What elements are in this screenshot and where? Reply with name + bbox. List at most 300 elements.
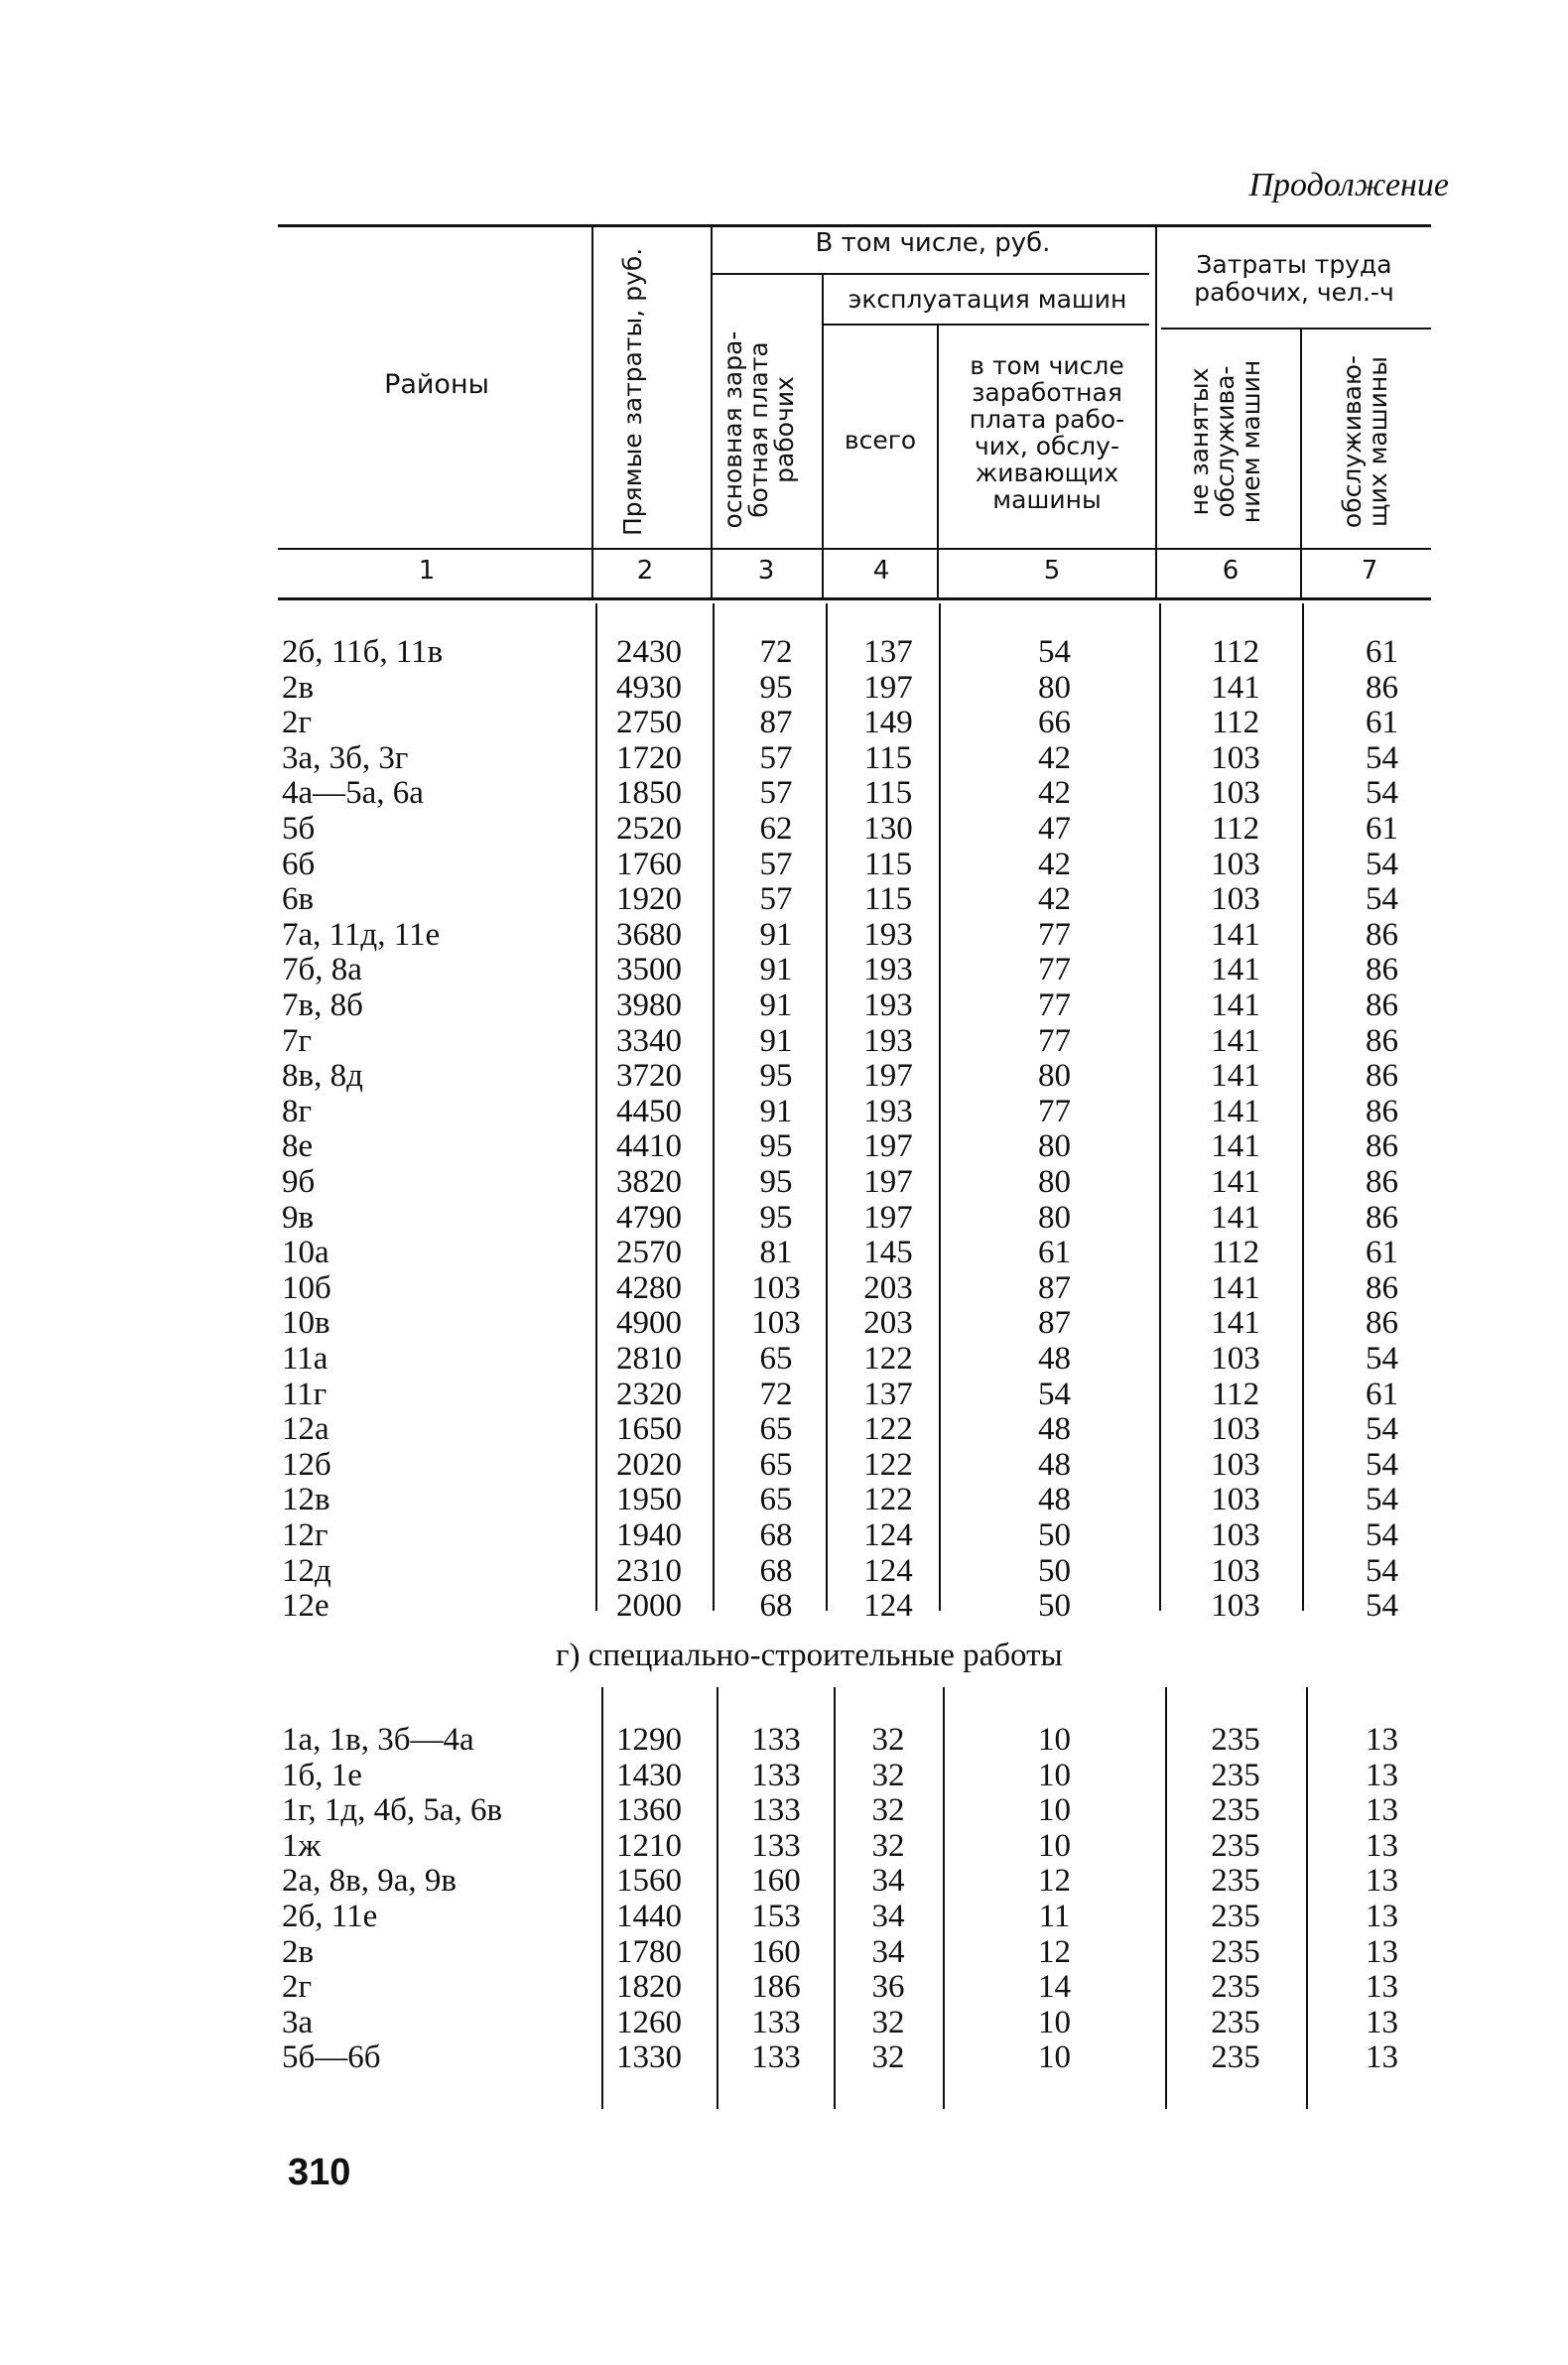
- cell-value: 10: [1038, 2004, 1071, 2040]
- cell-district: 6в: [282, 881, 315, 918]
- table-row: [0, 1024, 1568, 1060]
- cell-value: 193: [863, 952, 913, 988]
- cell-district: 4а—5а, 6а: [282, 775, 424, 812]
- cell-value: 91: [759, 1093, 793, 1129]
- subheader-rule-2: [822, 324, 1149, 326]
- cell-value: 141: [1211, 916, 1260, 953]
- cell-district: 8г: [282, 1093, 313, 1129]
- cell-value: 193: [863, 1093, 913, 1129]
- cell-district: 7б, 8а: [282, 952, 362, 988]
- table-row: [0, 706, 1568, 741]
- cell-value: 86: [1366, 1164, 1398, 1200]
- cell-value: 193: [863, 987, 913, 1023]
- cell-value: 141: [1211, 987, 1260, 1023]
- cell-value: 2810: [616, 1341, 682, 1377]
- cell-value: 48: [1038, 1411, 1071, 1448]
- cell-value: 66: [1038, 705, 1071, 741]
- cell-value: 235: [1211, 1827, 1260, 1864]
- cell-value: 2570: [616, 1235, 682, 1271]
- cell-district: 2в: [282, 669, 315, 706]
- cell-value: 1760: [616, 846, 682, 882]
- cell-value: 2000: [616, 1588, 682, 1625]
- cell-value: 197: [863, 1199, 913, 1236]
- cell-value: 50: [1038, 1552, 1071, 1589]
- table-row: [0, 1518, 1568, 1554]
- cell-value: 72: [759, 1376, 793, 1412]
- cell-value: 3500: [616, 952, 682, 988]
- table-row: [0, 848, 1568, 883]
- cell-value: 141: [1211, 1022, 1260, 1059]
- cell-value: 65: [759, 1482, 793, 1518]
- cell-value: 68: [759, 1552, 793, 1589]
- cell-value: 124: [863, 1552, 913, 1589]
- cell-district: 12в: [282, 1482, 330, 1518]
- cell-value: 42: [1038, 881, 1071, 918]
- cell-value: 4410: [616, 1128, 682, 1165]
- cell-district: 11а: [282, 1341, 328, 1377]
- header-ekspluataciya: эксплуатация машин: [848, 285, 1127, 314]
- cell-value: 141: [1211, 1093, 1260, 1129]
- cell-value: 103: [1211, 846, 1260, 882]
- col-number-5: 5: [1043, 556, 1061, 586]
- cell-value: 1780: [616, 1933, 682, 1970]
- cell-value: 11: [1038, 1899, 1071, 1934]
- cell-value: 133: [751, 2039, 801, 2076]
- cell-district: 5б—6б: [282, 2039, 381, 2076]
- table-row: [0, 1201, 1568, 1237]
- cell-value: 133: [751, 1792, 801, 1829]
- cell-value: 32: [871, 2039, 905, 2076]
- cell-value: 34: [871, 1863, 905, 1900]
- cell-district: 1г, 1д, 4б, 5а, 6в: [282, 1792, 503, 1829]
- cell-value: 80: [1038, 1199, 1071, 1236]
- cell-value: 32: [871, 2004, 905, 2040]
- table-row: [0, 1864, 1568, 1900]
- cell-value: 34: [871, 1933, 905, 1970]
- cell-value: 203: [863, 1269, 913, 1306]
- cell-value: 77: [1038, 952, 1071, 988]
- cell-value: 115: [863, 775, 913, 812]
- cell-value: 10: [1038, 1827, 1071, 1864]
- cell-value: 95: [759, 669, 793, 706]
- cell-district: 1а, 1в, 3б—4а: [282, 1722, 474, 1758]
- cell-value: 57: [759, 881, 793, 918]
- cell-value: 193: [863, 1022, 913, 1059]
- cell-value: 4280: [616, 1269, 682, 1306]
- cell-value: 65: [759, 1341, 793, 1377]
- table-row: [0, 1095, 1568, 1130]
- cell-value: 48: [1038, 1482, 1071, 1518]
- cell-district: 8е: [282, 1128, 314, 1165]
- cell-value: 42: [1038, 739, 1071, 776]
- cell-value: 54: [1366, 1341, 1398, 1377]
- header-rayony: Районы: [384, 369, 489, 400]
- cell-value: 80: [1038, 1128, 1071, 1165]
- cell-value: 1260: [616, 2004, 682, 2040]
- cell-district: 5б: [282, 811, 316, 847]
- cell-value: 81: [759, 1235, 793, 1271]
- cell-value: 112: [1211, 811, 1260, 847]
- cell-district: 1ж: [282, 1827, 322, 1864]
- cell-district: 12а: [282, 1411, 329, 1448]
- cell-value: 13: [1366, 1792, 1398, 1829]
- header-vline-3: [822, 275, 824, 598]
- continuation-label: Продолжение: [1248, 167, 1449, 203]
- cell-value: 80: [1038, 1164, 1071, 1200]
- cell-value: 86: [1366, 1058, 1398, 1095]
- cell-value: 1290: [616, 1722, 682, 1758]
- cell-value: 80: [1038, 1058, 1071, 1095]
- table-row: [0, 1378, 1568, 1413]
- cell-value: 160: [751, 1933, 801, 1970]
- header-v-tom-chisle: В том числе, руб.: [815, 228, 1051, 258]
- cell-value: 149: [863, 705, 913, 741]
- header-vline-6: [1300, 329, 1302, 598]
- cell-value: 65: [759, 1411, 793, 1448]
- cell-value: 235: [1211, 1722, 1260, 1758]
- header-obsluzhivayu: обслуживаю- щих машины: [1338, 354, 1392, 529]
- cell-district: 9в: [282, 1199, 315, 1236]
- subheader-rule-1: [713, 273, 1149, 275]
- table-row: [0, 1900, 1568, 1935]
- cell-value: 13: [1366, 2004, 1398, 2040]
- cell-value: 32: [871, 1827, 905, 1864]
- cell-value: 13: [1366, 2039, 1398, 2076]
- cell-value: 2430: [616, 634, 682, 670]
- cell-value: 103: [1211, 1411, 1260, 1448]
- table-row: [0, 1059, 1568, 1095]
- cell-value: 13: [1366, 1899, 1398, 1934]
- col-number-4: 4: [872, 556, 890, 586]
- cell-value: 13: [1366, 1933, 1398, 1970]
- cell-value: 133: [751, 1757, 801, 1793]
- table-row: [0, 918, 1568, 954]
- cell-value: 141: [1211, 1164, 1260, 1200]
- cell-value: 103: [751, 1269, 801, 1306]
- cell-value: 32: [871, 1722, 905, 1758]
- cell-value: 3820: [616, 1164, 682, 1200]
- cell-value: 1820: [616, 1969, 682, 2006]
- cell-value: 133: [751, 1827, 801, 1864]
- cell-value: 54: [1366, 775, 1398, 812]
- header-vsego: всего: [844, 426, 917, 455]
- cell-value: 235: [1211, 1899, 1260, 1934]
- cell-value: 137: [863, 1376, 913, 1412]
- cell-value: 65: [759, 1446, 793, 1483]
- cell-value: 133: [751, 2004, 801, 2040]
- cell-value: 14: [1038, 1969, 1071, 2006]
- cell-value: 141: [1211, 1305, 1260, 1342]
- cell-value: 4930: [616, 669, 682, 706]
- cell-value: 68: [759, 1517, 793, 1553]
- cell-value: 57: [759, 739, 793, 776]
- header-zatraty-truda: Затраты труда рабочих, чел.-ч: [1194, 250, 1394, 307]
- cell-district: 2а, 8в, 9а, 9в: [282, 1863, 457, 1900]
- table-row: [0, 1342, 1568, 1378]
- cell-value: 1440: [616, 1899, 682, 1934]
- cell-value: 86: [1366, 1128, 1398, 1165]
- cell-value: 122: [863, 1411, 913, 1448]
- cell-value: 13: [1366, 1722, 1398, 1758]
- cell-value: 13: [1366, 1827, 1398, 1864]
- cell-value: 87: [1038, 1269, 1071, 1306]
- cell-value: 42: [1038, 775, 1071, 812]
- cell-value: 10: [1038, 1757, 1071, 1793]
- colnum-bottom-rule: [278, 597, 1431, 600]
- cell-district: 2б, 11б, 11в: [282, 634, 444, 670]
- cell-value: 86: [1366, 1305, 1398, 1342]
- cell-value: 235: [1211, 1863, 1260, 1900]
- cell-value: 68: [759, 1588, 793, 1625]
- table-row: [0, 1129, 1568, 1165]
- cell-value: 235: [1211, 1969, 1260, 2006]
- cell-value: 235: [1211, 1792, 1260, 1829]
- cell-value: 103: [1211, 1517, 1260, 1553]
- cell-value: 112: [1211, 634, 1260, 670]
- cell-value: 61: [1366, 1235, 1398, 1271]
- cell-value: 54: [1366, 1517, 1398, 1553]
- cell-value: 1430: [616, 1757, 682, 1793]
- cell-value: 91: [759, 987, 793, 1023]
- cell-value: 124: [863, 1517, 913, 1553]
- cell-district: 2г: [282, 1969, 313, 2006]
- cell-value: 1850: [616, 775, 682, 812]
- cell-district: 7в, 8б: [282, 987, 363, 1023]
- table-row: [0, 1554, 1568, 1590]
- cell-district: 12е: [282, 1588, 329, 1625]
- cell-value: 103: [1211, 1341, 1260, 1377]
- header-v-tom-chisle-zp: в том числе заработная плата рабо- чих, обслу- живающих машины: [969, 351, 1125, 514]
- cell-value: 103: [1211, 881, 1260, 918]
- table-row: [0, 1165, 1568, 1201]
- cell-value: 86: [1366, 952, 1398, 988]
- cell-value: 86: [1366, 1022, 1398, 1059]
- col-number-7: 7: [1361, 556, 1378, 586]
- cell-value: 112: [1211, 705, 1260, 741]
- cell-value: 103: [1211, 1588, 1260, 1625]
- table-row: [0, 776, 1568, 812]
- cell-value: 2750: [616, 705, 682, 741]
- col-number-3: 3: [757, 556, 775, 586]
- cell-value: 12: [1038, 1863, 1071, 1900]
- cell-value: 50: [1038, 1517, 1071, 1553]
- cell-value: 137: [863, 634, 913, 670]
- cell-value: 3720: [616, 1058, 682, 1095]
- cell-district: 10а: [282, 1235, 329, 1271]
- cell-value: 141: [1211, 1269, 1260, 1306]
- cell-value: 36: [871, 1969, 905, 2006]
- table-row: [0, 2040, 1568, 2076]
- cell-value: 48: [1038, 1341, 1071, 1377]
- cell-value: 145: [863, 1235, 913, 1271]
- cell-district: 8в, 8д: [282, 1058, 363, 1095]
- cell-district: 12г: [282, 1517, 328, 1553]
- cell-value: 10: [1038, 2039, 1071, 2076]
- cell-value: 47: [1038, 811, 1071, 847]
- cell-value: 1650: [616, 1411, 682, 1448]
- cell-value: 10: [1038, 1722, 1071, 1758]
- table-row: [0, 741, 1568, 777]
- cell-value: 141: [1211, 669, 1260, 706]
- cell-value: 235: [1211, 1757, 1260, 1793]
- cell-value: 1330: [616, 2039, 682, 2076]
- cell-value: 95: [759, 1058, 793, 1095]
- cell-value: 1560: [616, 1863, 682, 1900]
- cell-value: 95: [759, 1128, 793, 1165]
- col-number-1: 1: [418, 556, 436, 586]
- cell-value: 203: [863, 1305, 913, 1342]
- cell-value: 186: [751, 1969, 801, 2006]
- cell-value: 103: [1211, 1446, 1260, 1483]
- cell-district: 3а, 3б, 3г: [282, 739, 409, 776]
- cell-value: 86: [1366, 1199, 1398, 1236]
- cell-value: 1210: [616, 1827, 682, 1864]
- cell-value: 91: [759, 952, 793, 988]
- page-number: 310: [288, 2152, 351, 2193]
- header-vline-4: [937, 326, 939, 598]
- cell-value: 61: [1366, 1376, 1398, 1412]
- cell-value: 54: [1366, 739, 1398, 776]
- cell-value: 235: [1211, 1933, 1260, 1970]
- cell-district: 11г: [282, 1376, 327, 1412]
- cell-district: 1б, 1е: [282, 1757, 362, 1793]
- table-top-rule: [278, 224, 1431, 227]
- cell-value: 54: [1366, 1482, 1398, 1518]
- cell-district: 12д: [282, 1552, 331, 1589]
- cell-value: 197: [863, 669, 913, 706]
- cell-value: 122: [863, 1341, 913, 1377]
- cell-value: 197: [863, 1164, 913, 1200]
- cell-value: 54: [1366, 881, 1398, 918]
- table-row: [0, 635, 1568, 671]
- cell-district: 2г: [282, 705, 313, 741]
- cell-value: 54: [1366, 1446, 1398, 1483]
- cell-value: 153: [751, 1899, 801, 1934]
- table-row: [0, 1448, 1568, 1484]
- cell-district: 3а: [282, 2004, 314, 2040]
- cell-value: 103: [1211, 1552, 1260, 1589]
- cell-value: 115: [863, 846, 913, 882]
- table-row: [0, 812, 1568, 848]
- table-row: [0, 1271, 1568, 1307]
- cell-value: 2320: [616, 1376, 682, 1412]
- cell-value: 130: [863, 811, 913, 847]
- cell-value: 103: [1211, 739, 1260, 776]
- cell-value: 86: [1366, 916, 1398, 953]
- cell-value: 160: [751, 1863, 801, 1900]
- cell-value: 235: [1211, 2039, 1260, 2076]
- table-row: [0, 1935, 1568, 1971]
- table-row: [0, 953, 1568, 988]
- cell-value: 124: [863, 1588, 913, 1625]
- cell-value: 141: [1211, 1199, 1260, 1236]
- cell-value: 61: [1366, 705, 1398, 741]
- cell-value: 197: [863, 1058, 913, 1095]
- cell-value: 193: [863, 916, 913, 953]
- cell-district: 7а, 11д, 11е: [282, 916, 441, 953]
- table-row: [0, 1589, 1568, 1625]
- cell-value: 141: [1211, 1128, 1260, 1165]
- table-row: [0, 1723, 1568, 1759]
- cell-value: 48: [1038, 1446, 1071, 1483]
- cell-value: 61: [1366, 811, 1398, 847]
- table-row: [0, 671, 1568, 707]
- cell-value: 77: [1038, 916, 1071, 953]
- cell-value: 72: [759, 634, 793, 670]
- section-title: г) специально-строительные работы: [556, 1638, 1063, 1673]
- cell-value: 197: [863, 1128, 913, 1165]
- cell-value: 103: [751, 1305, 801, 1342]
- header-pryamye: Прямые затраты, руб.: [618, 247, 647, 536]
- cell-value: 115: [863, 739, 913, 776]
- cell-value: 54: [1038, 1376, 1071, 1412]
- cell-value: 87: [1038, 1305, 1071, 1342]
- cell-value: 2020: [616, 1446, 682, 1483]
- cell-value: 61: [1366, 634, 1398, 670]
- cell-value: 32: [871, 1757, 905, 1793]
- table-row: [0, 1483, 1568, 1518]
- cell-district: 6б: [282, 846, 316, 882]
- cell-value: 87: [759, 705, 793, 741]
- cell-value: 91: [759, 916, 793, 953]
- cell-value: 61: [1038, 1235, 1071, 1271]
- table-row: [0, 1306, 1568, 1342]
- cell-value: 103: [1211, 775, 1260, 812]
- cell-value: 54: [1038, 634, 1071, 670]
- cell-value: 54: [1366, 846, 1398, 882]
- header-vline-2: [711, 226, 713, 598]
- cell-value: 115: [863, 881, 913, 918]
- cell-value: 77: [1038, 1022, 1071, 1059]
- cell-value: 112: [1211, 1235, 1260, 1271]
- table-row: [0, 988, 1568, 1024]
- header-vline-1: [591, 226, 593, 598]
- cell-value: 4900: [616, 1305, 682, 1342]
- subheader-rule-3: [1161, 328, 1431, 329]
- table-row: [0, 2006, 1568, 2041]
- cell-district: 9б: [282, 1164, 316, 1200]
- cell-value: 112: [1211, 1376, 1260, 1412]
- table-row: [0, 1829, 1568, 1865]
- cell-value: 77: [1038, 987, 1071, 1023]
- cell-value: 50: [1038, 1588, 1071, 1625]
- cell-district: 7г: [282, 1022, 313, 1059]
- cell-value: 4450: [616, 1093, 682, 1129]
- cell-value: 86: [1366, 987, 1398, 1023]
- cell-value: 13: [1366, 1863, 1398, 1900]
- table-row: [0, 882, 1568, 918]
- cell-value: 141: [1211, 952, 1260, 988]
- cell-district: 2б, 11е: [282, 1899, 378, 1934]
- cell-value: 3980: [616, 987, 682, 1023]
- cell-district: 10в: [282, 1305, 330, 1342]
- cell-value: 1950: [616, 1482, 682, 1518]
- cell-value: 3340: [616, 1022, 682, 1059]
- cell-value: 95: [759, 1199, 793, 1236]
- cell-value: 62: [759, 811, 793, 847]
- header-osnovnaya: основная зара- ботная плата рабочих: [719, 330, 799, 529]
- cell-value: 2520: [616, 811, 682, 847]
- cell-value: 34: [871, 1899, 905, 1934]
- cell-value: 13: [1366, 1757, 1398, 1793]
- cell-value: 86: [1366, 1269, 1398, 1306]
- cell-value: 57: [759, 846, 793, 882]
- cell-value: 42: [1038, 846, 1071, 882]
- cell-value: 54: [1366, 1588, 1398, 1625]
- header-bottom-rule: [278, 548, 1431, 550]
- cell-value: 12: [1038, 1933, 1071, 1970]
- cell-value: 133: [751, 1722, 801, 1758]
